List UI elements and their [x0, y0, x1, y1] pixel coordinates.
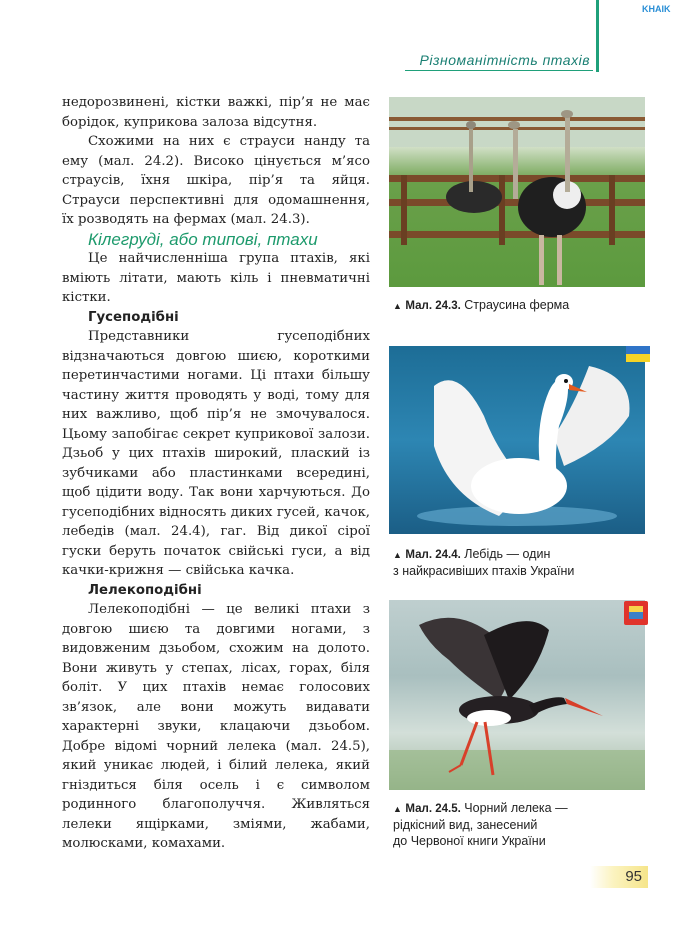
figure-label: Мал. 24.4.	[405, 549, 461, 561]
paragraph: Лелекоподібні — це великі птахи з довгою шиєю та довгими ногами, з видовженим дзьобом, схожим на долото. Вони живуть у степах, лісах, горах, біля боліт. У цих птахів немає голосових зв’язок, але вони можуть видавати характерні звуки, клацаючи дзьобом. Добре відомі чорний лелека (мал. 24.5), який уникає людей, і білий лелека, який гніздиться біля осель і є символом родинного благополуччя. Живляться лелеки ящірками, зміями, жабами, молюсками, комахами.	[62, 602, 370, 851]
header-divider	[596, 0, 599, 72]
figure-caption-text: з найкрасивіших птахів України	[393, 564, 575, 578]
figure-caption-text: рідкісний вид, занесений	[393, 818, 538, 832]
paragraph: недорозвинені, кістки важкі, пір’я не має борідок, куприкова залоза відсутня.	[62, 95, 370, 130]
figure-caption-text: до Червоної книги України	[393, 834, 546, 848]
triangle-icon: ▲	[393, 301, 402, 311]
main-text-column	[62, 93, 370, 854]
subheading: Гусеподібні	[88, 309, 179, 325]
figure-caption-text: Чорний лелека —	[464, 801, 568, 815]
paragraph: Схожими на них є страуси нанду та ему (мал. 24.2). Високо цінується м’ясо страусів, їхня шкіра, пір’я та яйця. Страуси перспективні для одомашнення, їх розводять на фермах (мал. 24.3).	[62, 134, 370, 227]
swan-photo	[389, 346, 645, 534]
header-rule	[405, 70, 593, 71]
triangle-icon: ▲	[393, 804, 402, 814]
figure-caption	[393, 800, 643, 849]
paragraph: Це найчисленніша група птахів, які вміють літати, мають кіль і пневматичні кістки.	[62, 251, 370, 305]
ostrich-farm-photo	[389, 97, 645, 287]
black-stork-illustration	[389, 600, 645, 790]
paragraph: Представники гусеподібних відзначаються довгою шиєю, короткими перетинчастими ногами. Ці птахи більшу частину життя проводять у воді, тому для них важливо, щоб пір’я не змочувалося. Цьому запобігає секрет куприкової залози. Дзьоб у цих птахів широкий, плаский із зубчиками або пластинками всередині, щоб цідити воду. Так вони харчуються. До гусеподібних відносять диких гусей, качок, лебедів (мал. 24.4), гаг. Від дикої сірої гуски беруть початок свійські гуси, а від качки-крижня — свійська качка.	[62, 329, 370, 578]
red-book-icon	[624, 601, 648, 625]
figure-caption-text: Лебідь — один	[464, 547, 551, 561]
ukraine-flag-icon	[626, 346, 650, 362]
publisher-logo: KHAIK	[642, 4, 671, 14]
black-stork-photo	[389, 600, 645, 790]
figure-label: Мал. 24.5.	[405, 803, 461, 815]
ostrich-illustration	[389, 97, 645, 287]
swan-illustration	[389, 346, 645, 534]
section-heading: Кілегруді, або типові, птахи	[88, 229, 318, 249]
figure-label: Мал. 24.3.	[405, 300, 461, 312]
figure-caption	[393, 546, 643, 579]
figure-caption	[393, 297, 643, 314]
running-header-title: Різноманітність птахів	[419, 52, 590, 68]
figure-caption-text: Страусина ферма	[464, 298, 570, 312]
subheading: Лелекоподібні	[88, 582, 202, 598]
page-number: 95	[625, 868, 642, 885]
triangle-icon: ▲	[393, 550, 402, 560]
